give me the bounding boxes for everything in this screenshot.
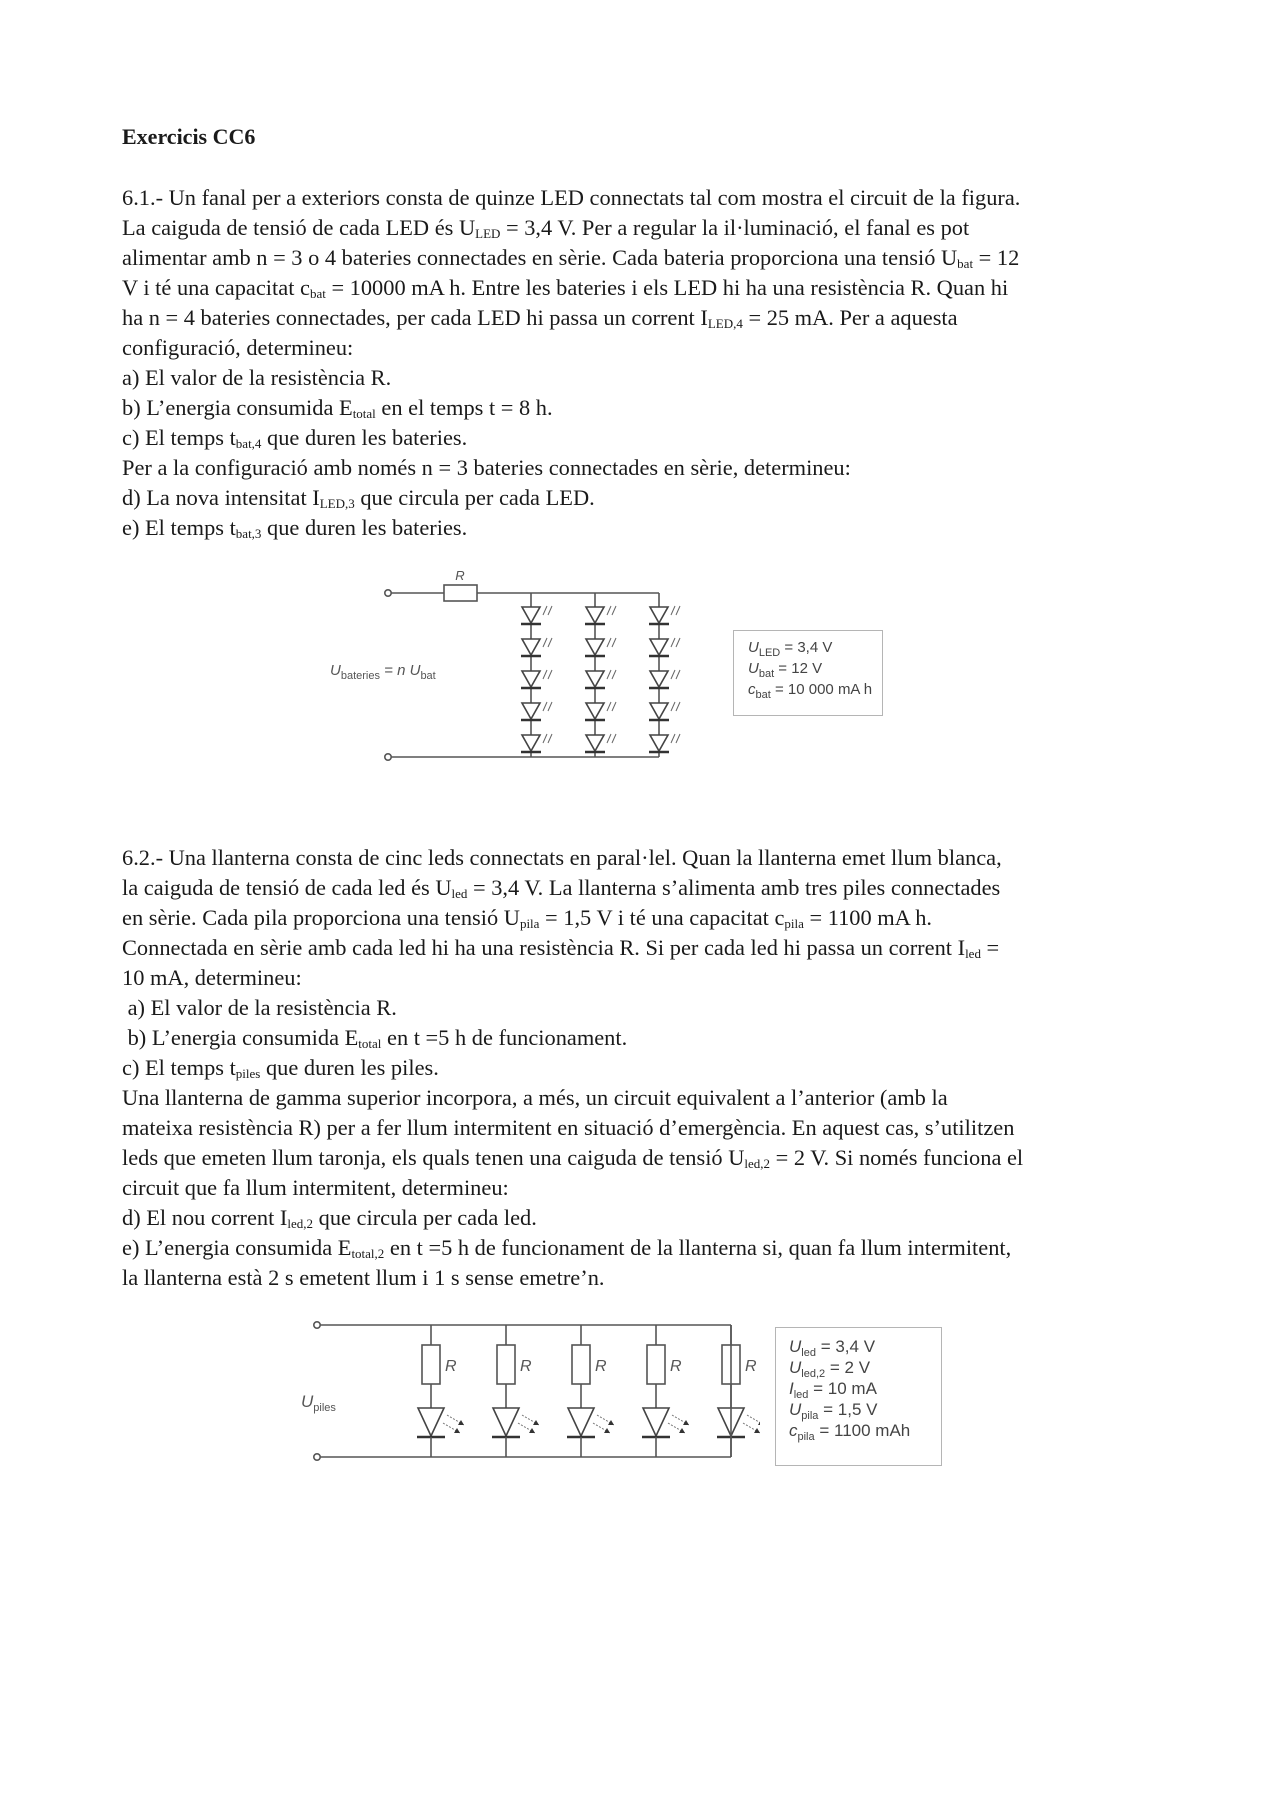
text-line: a) El valor de la resistència R.: [122, 365, 392, 390]
text-line: c) El temps $t_{bat,4}$ que duren les bateries.: [122, 425, 468, 451]
led-icon: [586, 671, 604, 687]
led-icon: [586, 639, 604, 655]
parameter-row: $U_{led} = 3,4$ V: [789, 1337, 876, 1359]
led-icon: [493, 1408, 519, 1436]
svg-text:R: R: [595, 1358, 607, 1375]
parameter-row: $U_{LED} = 3,4$ V: [748, 639, 833, 659]
parameter-row: $I_{led} = 10$ mA: [789, 1379, 877, 1401]
exercise-6-2-text: [122, 843, 1023, 1293]
text-line: c) El temps $t_{piles}$ que duren les piles.: [122, 1055, 439, 1081]
led-icon: [650, 735, 668, 751]
page-title: Exercicis CC6: [122, 124, 256, 149]
led-icon: [568, 1408, 594, 1436]
text-line: alimentar amb n = 3 o 4 bateries connectades en sèrie. Cada bateria proporciona una tensió $U_{bat} = 12$: [122, 245, 1020, 271]
resistor-icon: [572, 1345, 590, 1384]
source-voltage-label: $U_{piles}$: [301, 1392, 336, 1414]
resistor-icon: [497, 1345, 515, 1384]
text-line: la caiguda de tensió de cada led és $U_{led} = 3,4$ V. La llanterna s’alimenta amb tres piles connectades: [122, 875, 1001, 901]
led-icon: [586, 735, 604, 751]
led-icon: [418, 1408, 444, 1436]
text-line: en sèrie. Cada pila proporciona una tensió $U_{pila} = 1,5$ V i té una capacitat $c_{pila} = 1100$ mA h.: [122, 905, 933, 931]
text-line: mateixa resistència R) per a fer llum intermitent en situació d’emergència. En aquest cas, s’utilitzen: [122, 1115, 1015, 1140]
svg-text:R: R: [520, 1358, 532, 1375]
parameter-row: $U_{pila} = 1,5$ V: [789, 1400, 878, 1422]
parameter-row: $c_{bat} = 10$ 000 mA h: [748, 681, 873, 701]
text-line: V i té una capacitat $c_{bat} = 10000$ mA h. Entre les bateries i els LED hi ha una resistència R. Quan hi: [122, 275, 1009, 301]
text-line: d) El nou corrent $I_{led,2}$ que circula per cada led.: [122, 1205, 537, 1231]
text-line: a) El valor de la resistència R.: [122, 995, 397, 1020]
text-line: b) L’energia consumida $E_{total}$ en el temps t = 8 h.: [122, 395, 553, 421]
parameter-row: $U_{led,2} = 2$ V: [789, 1358, 871, 1380]
led-icon: [586, 607, 604, 623]
parameters-box-6-1: [733, 630, 883, 716]
text-line: Per a la configuració amb només n = 3 bateries connectades en sèrie, determineu:: [122, 455, 851, 480]
svg-text:R: R: [445, 1358, 457, 1375]
resistor-icon: [422, 1345, 440, 1384]
text-line: circuit que fa llum intermitent, determineu:: [122, 1175, 509, 1200]
text-line: Connectada en sèrie amb cada led hi ha una resistència R. Si per cada led hi passa un corrent $I_{led}$ =: [122, 935, 1000, 961]
text-line: la llanterna està 2 s emetent llum i 1 s sense emetre’n.: [122, 1265, 605, 1290]
text-line: ha n = 4 bateries connectades, per cada LED hi passa un corrent $I_{LED,4} = 25$ mA. Per a aquesta: [122, 305, 958, 331]
led-icon: [522, 671, 540, 687]
led-icon: [522, 703, 540, 719]
led-icon: [650, 671, 668, 687]
led-icon: [650, 607, 668, 623]
parameter-row: $c_{pila} = 1100$ mAh: [789, 1421, 911, 1443]
text-line: 6.1.- Un fanal per a exteriors consta de quinze LED connectats tal com mostra el circuit de la figura.: [122, 185, 1021, 210]
svg-text:R: R: [455, 568, 465, 583]
parameters-box-6-2: [775, 1327, 942, 1466]
text-line: e) L’energia consumida $E_{total,2}$ en t =5 h de funcionament de la llanterna si, quan fa llum intermitent,: [122, 1235, 1012, 1261]
text-line: leds que emeten llum taronja, els quals tenen una caiguda de tensió $U_{led,2} = 2$ V. Si només funciona el: [122, 1145, 1024, 1171]
text-line: 6.2.- Una llanterna consta de cinc leds connectats en paral·lel. Quan la llanterna emet llum blanca,: [122, 845, 1002, 870]
led-icon: [586, 703, 604, 719]
led-icon: [522, 639, 540, 655]
led-icon: [522, 607, 540, 623]
parameter-row: $U_{bat} = 12$ V: [748, 660, 823, 680]
led-icon: [650, 639, 668, 655]
led-icon: [643, 1408, 669, 1436]
text-line: Una llanterna de gamma superior incorpora, a més, un circuit equivalent a l’anterior (amb la: [122, 1085, 948, 1110]
led-icon: [650, 703, 668, 719]
text-line: e) El temps $t_{bat,3}$ que duren les bateries.: [122, 515, 468, 541]
text-line: b) L’energia consumida $E_{total}$ en t =5 h de funcionament.: [122, 1025, 628, 1051]
text-line: d) La nova intensitat $I_{LED,3}$ que circula per cada LED.: [122, 485, 595, 511]
resistor-icon: [647, 1345, 665, 1384]
led-icon: [522, 735, 540, 751]
flashlight-circuit-figure: [300, 1315, 760, 1475]
text-line: 10 mA, determineu:: [122, 965, 302, 990]
source-voltage-label: $U_{bateries} = n$ $U_{bat}$: [330, 662, 436, 682]
svg-text:R: R: [670, 1358, 682, 1375]
text-line: configuració, determineu:: [122, 335, 354, 360]
text-line: La caiguda de tensió de cada LED és $U_{LED} = 3,4$ V. Per a regular la il·luminació, el fanal es pot: [122, 215, 970, 241]
exercise-6-1-text: [122, 183, 1020, 543]
svg-text:R: R: [745, 1358, 757, 1375]
